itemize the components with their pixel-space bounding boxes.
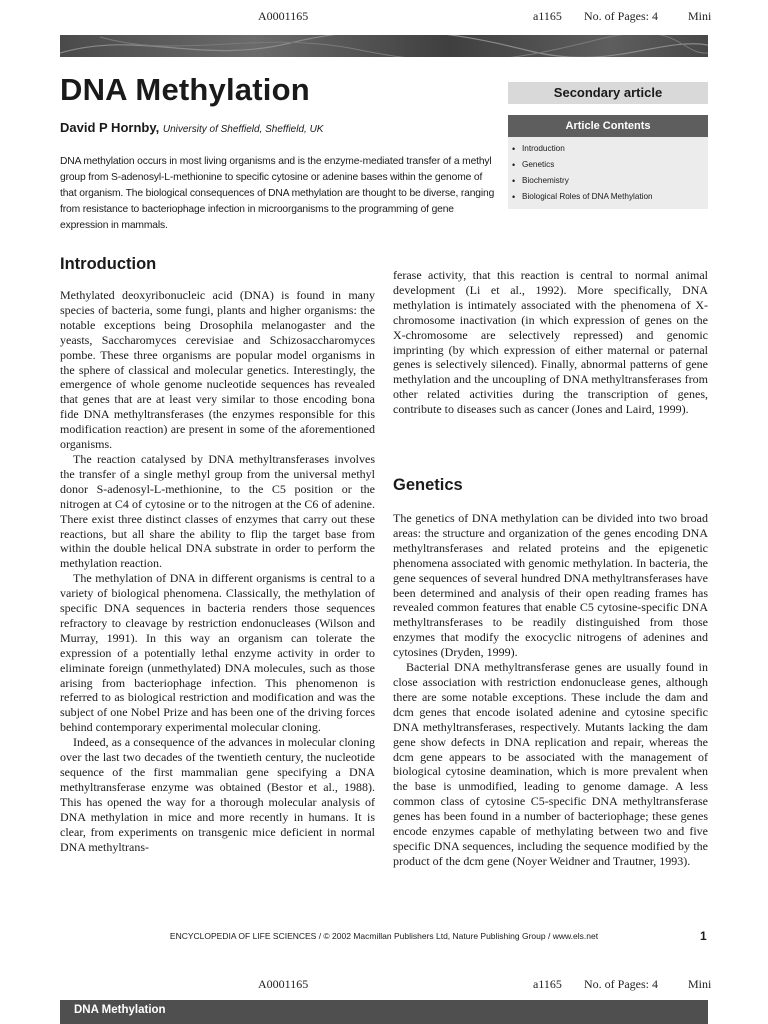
section-heading-genetics: Genetics (393, 476, 463, 494)
article-size: Mini (688, 977, 712, 991)
secondary-article-label: Secondary article (508, 82, 708, 104)
right-column-genetics (393, 511, 708, 869)
page-count: No. of Pages: 4 (584, 9, 658, 23)
article-size: Mini (688, 9, 712, 23)
right-column-top (393, 268, 708, 417)
article-contents-title: Article Contents (508, 115, 708, 137)
paragraph: The genetics of DNA methylation can be divided into two broad areas: the structure and organization of the genes encoding DNA methyltransferases and related proteins and the epigenetic phenomena associated with genomic methylation. In bacteria, the gene sequences of several hundred DNA methyltransferases have been determined and analysis of their open reading frames has revealed common features that enable C5 cytosine-specific DNA methyltransferases to be readily distinguished from those enzymes that modify the exocyclic nitrogens of adenines and cytosines (Dryden, 1999). (393, 511, 708, 660)
footer: ENCYCLOPEDIA OF LIFE SCIENCES / © 2002 Macmillan Publishers Ltd, Nature Publishing Group / www.els.net (169, 931, 599, 941)
decorative-band (60, 35, 708, 57)
paragraph: Indeed, as a consequence of the advances in molecular cloning over the last two decades of the twentieth century, the nucleotide sequence of the first mammalian gene specifying a DNA methyltransferase enzyme was obtained (Bestor et al., 1988). This has opened the way for a thorough molecular analysis of DNA methylation in mice and more recently in humans. It is clear, from experiments on transgenic mice deficient in normal DNA methyltrans- (60, 735, 375, 854)
article-id: A0001165 (258, 977, 309, 991)
article-code: a1165 (533, 9, 562, 23)
paragraph: Bacterial DNA methyltransferase genes are usually found in close association with restriction endonuclease genes, although there are some notable exceptions. These include the dam and dcm genes that encode isolated adenine and cytosine specific DNA methyltransferases, respectively. Mutants lacking the dam gene show defects in DNA replication and repair, whereas the dcm gene appears to be associated with the management of biological cytosine deamination, which is more prevalent when the base is unmodified, leading to genome damage. A less common class of cytosine C5-specific DNA methyltransferase genes has been found in a number of bacteriophage; these genes encode enzymes capable of methylating between two and five specific DNA sequences, including the sequence modified by the product of the dcm gene (Noyer Weidner and Trautner, 1993). (393, 660, 708, 868)
author-line (60, 120, 323, 135)
contents-item[interactable]: • Biochemistry (522, 173, 708, 189)
article-contents-list (508, 137, 708, 209)
author-affiliation: University of Sheffield, Sheffield, UK (162, 124, 324, 135)
paragraph: The methylation of DNA in different organisms is central to a variety of biological phenomena. Classically, the methylation of specific DNA sequences in bacteria renders those sequences refractory to cleavage by restriction endonucleases (Wilson and Murray, 1991). In this way an organism can tolerate the expression of a potentially lethal enzyme activity in order to eliminate foreign (unmethylated) DNA molecules, such as those arising from bacteriophage infection. This phenomenon is referred to as biological restriction and modification and was the subject of one Nobel Prize and has been one of the driving forces behind contemporary experimental molecular cloning. (60, 571, 375, 735)
contents-item[interactable]: • Genetics (522, 157, 708, 173)
page-count: No. of Pages: 4 (584, 977, 658, 991)
paragraph: Methylated deoxyribonucleic acid (DNA) is found in many species of bacteria, some fungi, plants and higher organisms: the notable exceptions being Drosophila melanogaster and the yeasts, Saccharomyces cerevisiae and Schizosaccharomyces pombe. These three organisms are popular model organisms in the sphere of classical and molecular genetics. Interestingly, the emergence of whole genome nucleotide sequences has revealed that genes that are at least very similar to those encoding bona fide DNA methyltransferases (the enzymes responsible for this modification reaction) are present in some of the aforementioned organisms. (60, 288, 375, 452)
contents-item[interactable]: • Biological Roles of DNA Methylation (522, 189, 708, 205)
author-name: David P Hornby, (60, 120, 160, 135)
swirl-pattern (60, 35, 708, 57)
paragraph: ferase activity, that this reaction is central to normal animal development (Li et al., 1992). More specifically, DNA methylation is intimately associated with the phenomena of X-chromosome inactivation (in which expression of genes on the X-chromosome are selectively repressed) and genomic imprinting (by which expression of either maternal or paternal genes is selectively silenced). Finally, abnormal patterns of gene methylation and the uncoupling of DNA methyltransferases from other related activities during the transcription of genes, contribute to diseases such as cancer (Jones and Laird, 1999). (393, 268, 708, 417)
running-head-band (60, 1000, 708, 1024)
article-id: A0001165 (258, 9, 309, 23)
page-number: 1 (700, 929, 707, 943)
article-code: a1165 (533, 977, 562, 991)
abstract: DNA methylation occurs in most living organisms and is the enzyme-mediated transfer of a methyl group from S-adenosyl-L-methionine to specific cytosine or adenine bases within the genome of that organism. The biological consequences of DNA methylation are thought to be diverse, ranging from resistance to bacteriophage infection in microorganisms to the programming of gene expression in mammals. (60, 156, 495, 231)
article-title: DNA Methylation (60, 72, 310, 107)
left-column (60, 288, 375, 854)
running-head: DNA Methylation (74, 1004, 166, 1016)
paragraph: The reaction catalysed by DNA methyltransferases involves the transfer of a single methyl group from the universal methyl donor S-adenosyl-L-methionine, to the C5 position or the nitrogen at C4 of cytosine or to the nitrogen at the C6 of adenine. There exist three distinct classes of enzymes that carry out these reactions, but all share the ability to flip the target base from within the double helical DNA substrate in order to perform the methylation reaction. (60, 451, 375, 571)
contents-item[interactable]: • Introduction (522, 141, 708, 157)
section-heading-introduction: Introduction (60, 255, 157, 273)
